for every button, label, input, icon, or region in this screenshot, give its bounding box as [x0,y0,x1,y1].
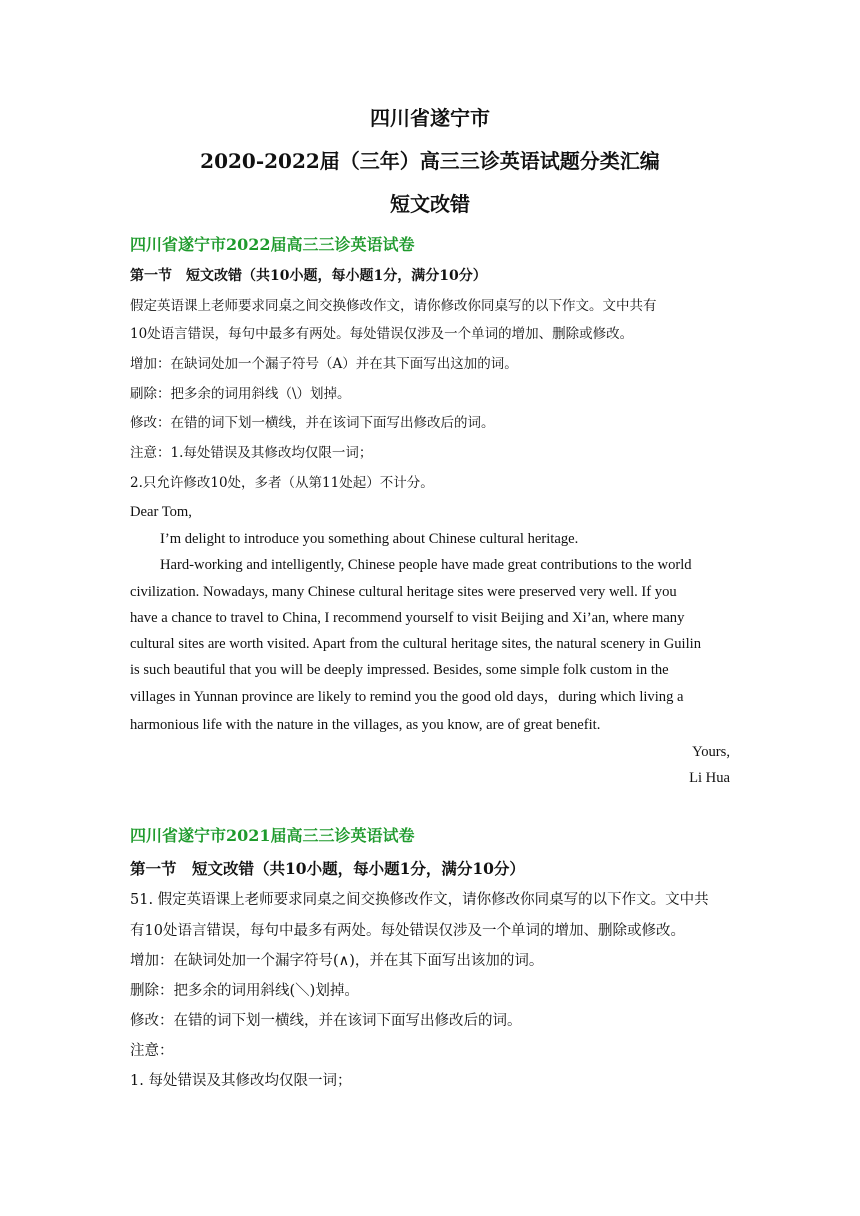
instruction-line: 增加：在缺词处加一个漏子符号（A）并在其下面写出这加的词。 [130,356,518,372]
letter-line: is such beautiful that you will be deeply impressed. Besides, some simple folk custom in the [130,662,669,678]
instruction-line: 修改：在错的词下划一横线，并在该词下面写出修改后的词。 [130,415,495,431]
instruction-line: 增加：在缺词处加一个漏字符号(∧)，并在其下面写出该加的词。 [130,953,544,969]
letter-line: cultural sites are worth visited. Apart from the cultural heritage sites, the natural scenery in Guilin [130,636,702,652]
letter-closing: Yours, [692,744,730,760]
letter-line: civilization. Nowadays, many Chinese cultural heritage sites were preserved very well. If you [130,584,677,600]
letter-line: harmonious life with the nature in the villages, as you know, are of great benefit. [130,717,601,733]
section-2021-subheading: 第一节 短文改错（共10小题，每小题1分，满分10分） [130,859,525,878]
letter-line: have a chance to travel to China, I recommend yourself to visit Beijing and Xi’an, where many [130,610,685,626]
instruction-line: 假定英语课上老师要求同桌之间交换修改作文，请你修改你同桌写的以下作文。文中共有 [130,298,657,314]
letter-line: Hard-working and intelligently, Chinese people have made great contributions to the world [160,557,692,573]
instruction-line: 修改：在错的词下划一横线，并在该词下面写出修改后的词。 [130,1013,522,1029]
letter-signature: Li Hua [689,770,730,786]
letter-greeting: Dear Tom, [130,504,192,520]
section-2022-subheading: 第一节 短文改错（共10小题，每小题1分，满分10分） [130,268,487,284]
letter-line: villages in Yunnan province are likely to remind you the good old days，during which living a [130,689,684,705]
document-title-topic: 短文改错 [390,192,470,216]
section-2021-heading: 四川省遂宁市2021届高三三诊英语试卷 [130,826,415,845]
instruction-line: 51. 假定英语课上老师要求同桌之间交换修改作文，请你修改你同桌写的以下作文。文中共 [130,892,709,908]
letter-line: I’m delight to introduce you something about Chinese cultural heritage. [160,531,579,547]
document-title-series: 2020-2022届（三年）高三三诊英语试题分类汇编 [200,149,660,173]
instruction-line: 刷除：把多余的词用斜线（\）划掉。 [130,386,351,402]
instruction-line: 2.只允许修改10处，多者（从第11处起）不计分。 [130,475,434,491]
instruction-line: 注意： [130,1043,174,1059]
instruction-line: 10处语言错误，每句中最多有两处。每处错误仅涉及一个单词的增加、删除或修改。 [130,326,634,342]
section-2022-heading: 四川省遂宁市2022届高三三诊英语试卷 [130,235,415,254]
instruction-line: 注意：1.每处错误及其修改均仅限一词； [130,445,373,461]
instruction-line: 1. 每处错误及其修改均仅限一词； [130,1073,352,1089]
document-title-region: 四川省遂宁市 [370,106,490,130]
instruction-line: 有10处语言错误，每句中最多有两处。每处错误仅涉及一个单词的增加、删除或修改。 [130,923,685,939]
instruction-line: 删除：把多余的词用斜线(＼)划掉。 [130,983,359,999]
